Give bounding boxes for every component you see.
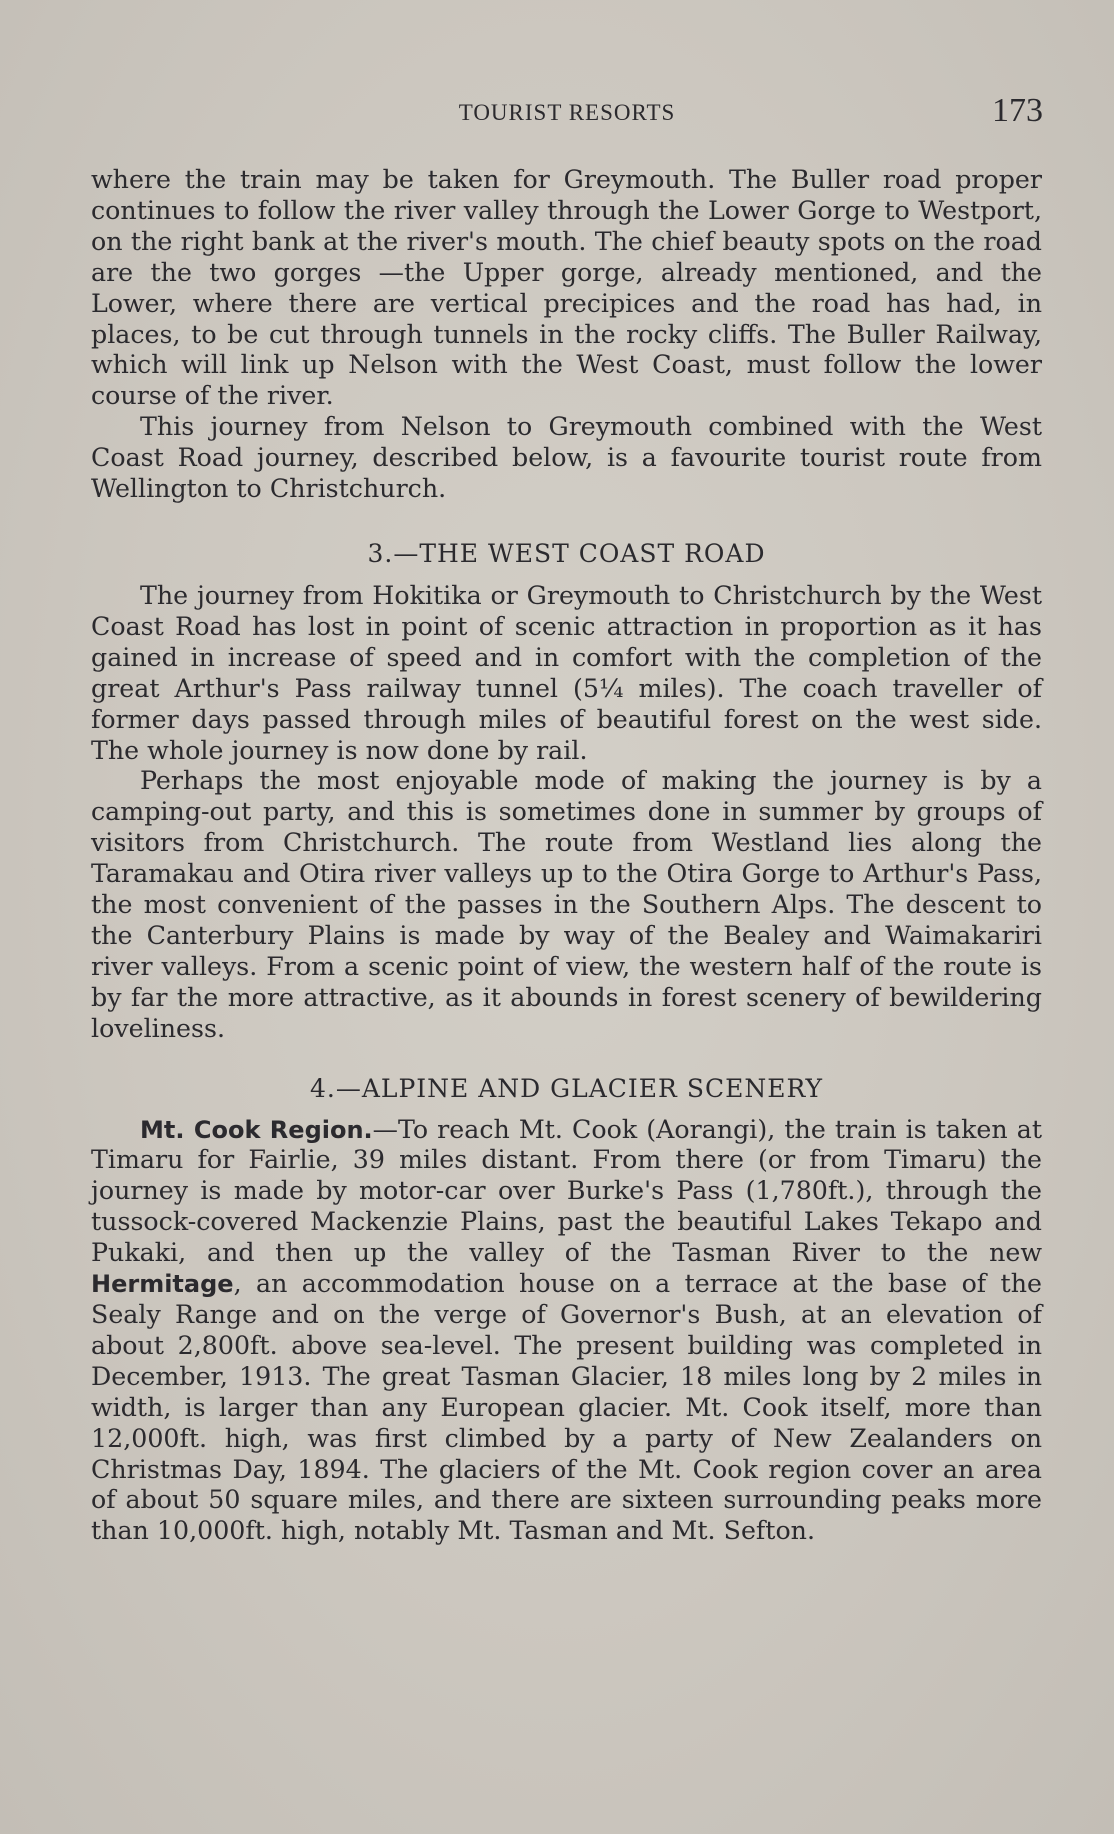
continued-paragraph: where the train may be taken for Greymouth. The Buller road proper continues to follow the river valley through the Lower Gorge to Westport, on the right bank at the river's mouth. The chief beauty spots on the road are the two gorges —the Upper gorge, already mentioned, and the Lower, where there are vertical precipices and the road has had, in places, to be cut through tunnels in the rocky cliffs. The Buller Railway, which will link up Nelson with the West Coast, must follow the lower course of the river. (91, 165, 1042, 411)
paragraph-text: —To reach Mt. Cook (Aorangi), the train is taken at Timaru for Fairlie, 39 miles distant. From there (or from Timaru) the journey is made by motor-car over Burke's Pass (1,780ft.), through the tussock-covered Mackenzie Plains, past the beautiful Lakes Tekapo and Pukaki, and then up the valley of the Tasman River to the new (91, 1114, 1042, 1268)
bold-term: Hermitage (91, 1270, 234, 1299)
running-title: TOURIST RESORTS (458, 100, 676, 125)
section-heading-alpine-glacier-scenery: 4.—ALPINE AND GLACIER SCENERY (309, 1073, 824, 1103)
spacer (91, 1045, 1042, 1074)
paragraph: This journey from Nelson to Greymouth combined with the West Coast Road journey, described below, is a favourite tourist route from Wellington to Christchurch. (91, 412, 1042, 504)
section-heading-west-coast-road: 3.—THE WEST COAST ROAD (367, 538, 766, 568)
spacer (91, 505, 1042, 539)
running-header (0, 92, 1114, 136)
paragraph: Perhaps the most enjoyable mode of making the journey is by a camping-out party, and this is sometimes done in summer by groups of visitors from Christchurch. The route from Westland lies along the Taramakau and Otira river valleys up to the Otira Gorge to Arthur's Pass, the most convenient of the passes in the Southern Alps. The descent to the Canterbury Plains is made by way of the Bealey and Waimakariri river valleys. From a scenic point of view, the western half of the route is by far the more attractive, as it abounds in forest scenery of bewildering loveliness. (91, 766, 1042, 1043)
spacer (91, 568, 1042, 581)
run-in-heading: Mt. Cook Region. (140, 1115, 373, 1144)
paragraph: The journey from Hokitika or Greymouth to Christchurch by the West Coast Road has lost in point of scenic attraction in proportion as it has gained in increase of speed and in comfort with the completion of the great Arthur's Pass railway tunnel (5¼ miles). The coach traveller of former days passed through miles of beautiful forest on the west side. The whole journey is now done by rail. (91, 580, 1042, 765)
page-number: 173 (992, 92, 1043, 129)
paragraph-mt-cook-region (91, 1115, 1042, 1548)
spacer (91, 1103, 1042, 1115)
paragraph-text: , an accommodation house on a terrace at the base of the Sealy Range and on the verge of Governor's Bush, at an elevation of about 2,800ft. above sea-level. The present building was completed in December, 1913. The great Tasman Glacier, 18 miles long by 2 miles in width, is larger than any European glacier. Mt. Cook itself, more than 12,000ft. high, was first climbed by a party of New Zealanders on Christmas Day, 1894. The glaciers of the Mt. Cook region cover an area of about 50 square miles, and there are sixteen surrounding peaks more than 10,000ft. high, notably Mt. Tasman and Mt. Sefton. (91, 1269, 1042, 1546)
body-text (91, 165, 1042, 1547)
